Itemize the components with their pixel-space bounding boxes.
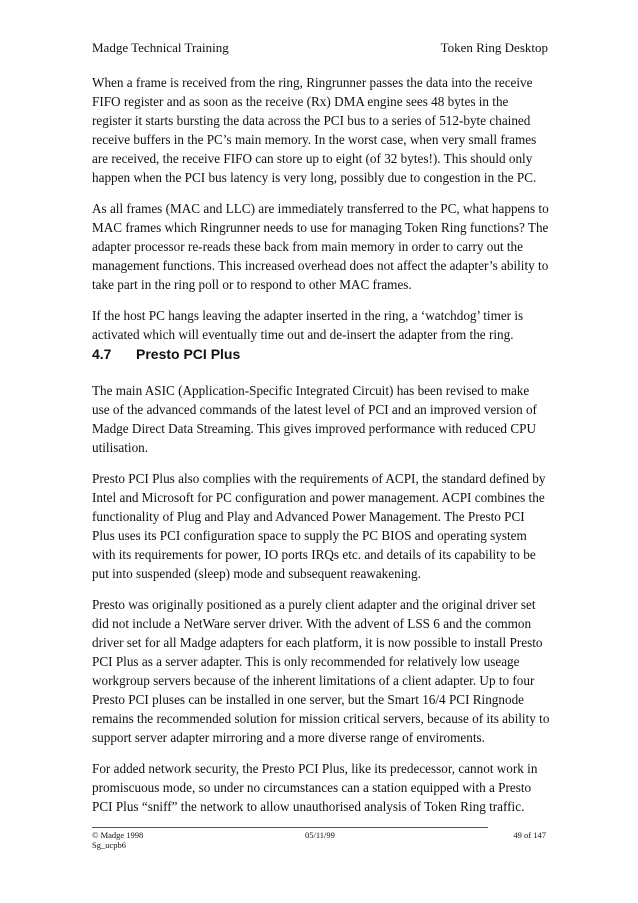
paragraph: When a frame is received from the ring, Ringrunner passes the data into the receive FIFO register and as soon as the receive (Rx) DMA engine sees 48 bytes in the register it starts bursting the data across the PCI bus to a series of 512-byte chained receive buffers in the PC’s main memory. In the worst case, when very small frames are received, the receive FIFO can store up to eight (of 32 bytes!). This should only happen when the PCI bus latency is very long, possibly due to congestion in the PC.: [92, 75, 537, 185]
footer-doc-id: Sg_ucpb6: [92, 840, 126, 850]
section-heading: [92, 346, 240, 362]
body-text-top: [92, 73, 550, 356]
section-title: Presto PCI Plus: [136, 346, 241, 362]
footer-divider: [92, 827, 488, 828]
paragraph: The main ASIC (Application-Specific Integrated Circuit) has been revised to make use of the advanced commands of the latest level of PCI and an improved version of Madge Direct Data Streaming. This gives improved performance with reduced CPU utilisation.: [92, 383, 537, 455]
footer-date: 05/11/99: [305, 830, 335, 840]
footer-copyright: © Madge 1998: [92, 830, 144, 840]
paragraph: Presto PCI Plus also complies with the requirements of ACPI, the standard defined by Intel and Microsoft for PC configuration and power management. ACPI combines the functionality of Plug and Play and Advanced Power Management. The Presto PCI Plus uses its PCI configuration space to supply the PC BIOS and operating system with its requirements for power, IO ports IRQs etc. and details of its capability to be put into suspended (sleep) mode and subsequent reawakening.: [92, 471, 546, 581]
footer-page-number: 49 of 147: [513, 830, 546, 840]
section-number: 4.7: [92, 346, 112, 362]
paragraph: For added network security, the Presto PCI Plus, like its predecessor, cannot work in promiscuous mode, so under no circumstances can a station equipped with a Presto PCI Plus “sniff” the network to allow unauthorised analysis of Token Ring traffic.: [92, 761, 538, 814]
paragraph: As all frames (MAC and LLC) are immediately transferred to the PC, what happens to MAC frames which Ringrunner needs to use for managing Token Ring functions? The adapter processor re-reads these back from main memory in order to carry out the management functions. This increased overhead does not affect the adapter’s ability to take part in the ring poll or to respond to other MAC frames.: [92, 201, 549, 292]
header-left-title: Madge Technical Training: [92, 40, 229, 55]
paragraph: Presto was originally positioned as a purely client adapter and the original driver set did not include a NetWare server driver. With the advent of LSS 6 and the common driver set for all Madge adapters for each platform, it is now possible to install Presto PCI Plus as a server adapter. This is only recommended for relatively low useage workgroup servers because of the inherent limitations of a client adapter. Up to four Presto PCI pluses can be installed in one server, but the Smart 16/4 PCI Ringnode remains the recommended solution for mission critical servers, because of its ability to support server adapter mirroring and a more diverse range of enviroments.: [92, 597, 550, 745]
body-text-bottom: [92, 381, 550, 828]
paragraph: If the host PC hangs leaving the adapter inserted in the ring, a ‘watchdog’ timer is activated which will eventually time out and de-insert the adapter from the ring.: [92, 308, 524, 342]
header-right-title: Token Ring Desktop: [440, 40, 548, 55]
